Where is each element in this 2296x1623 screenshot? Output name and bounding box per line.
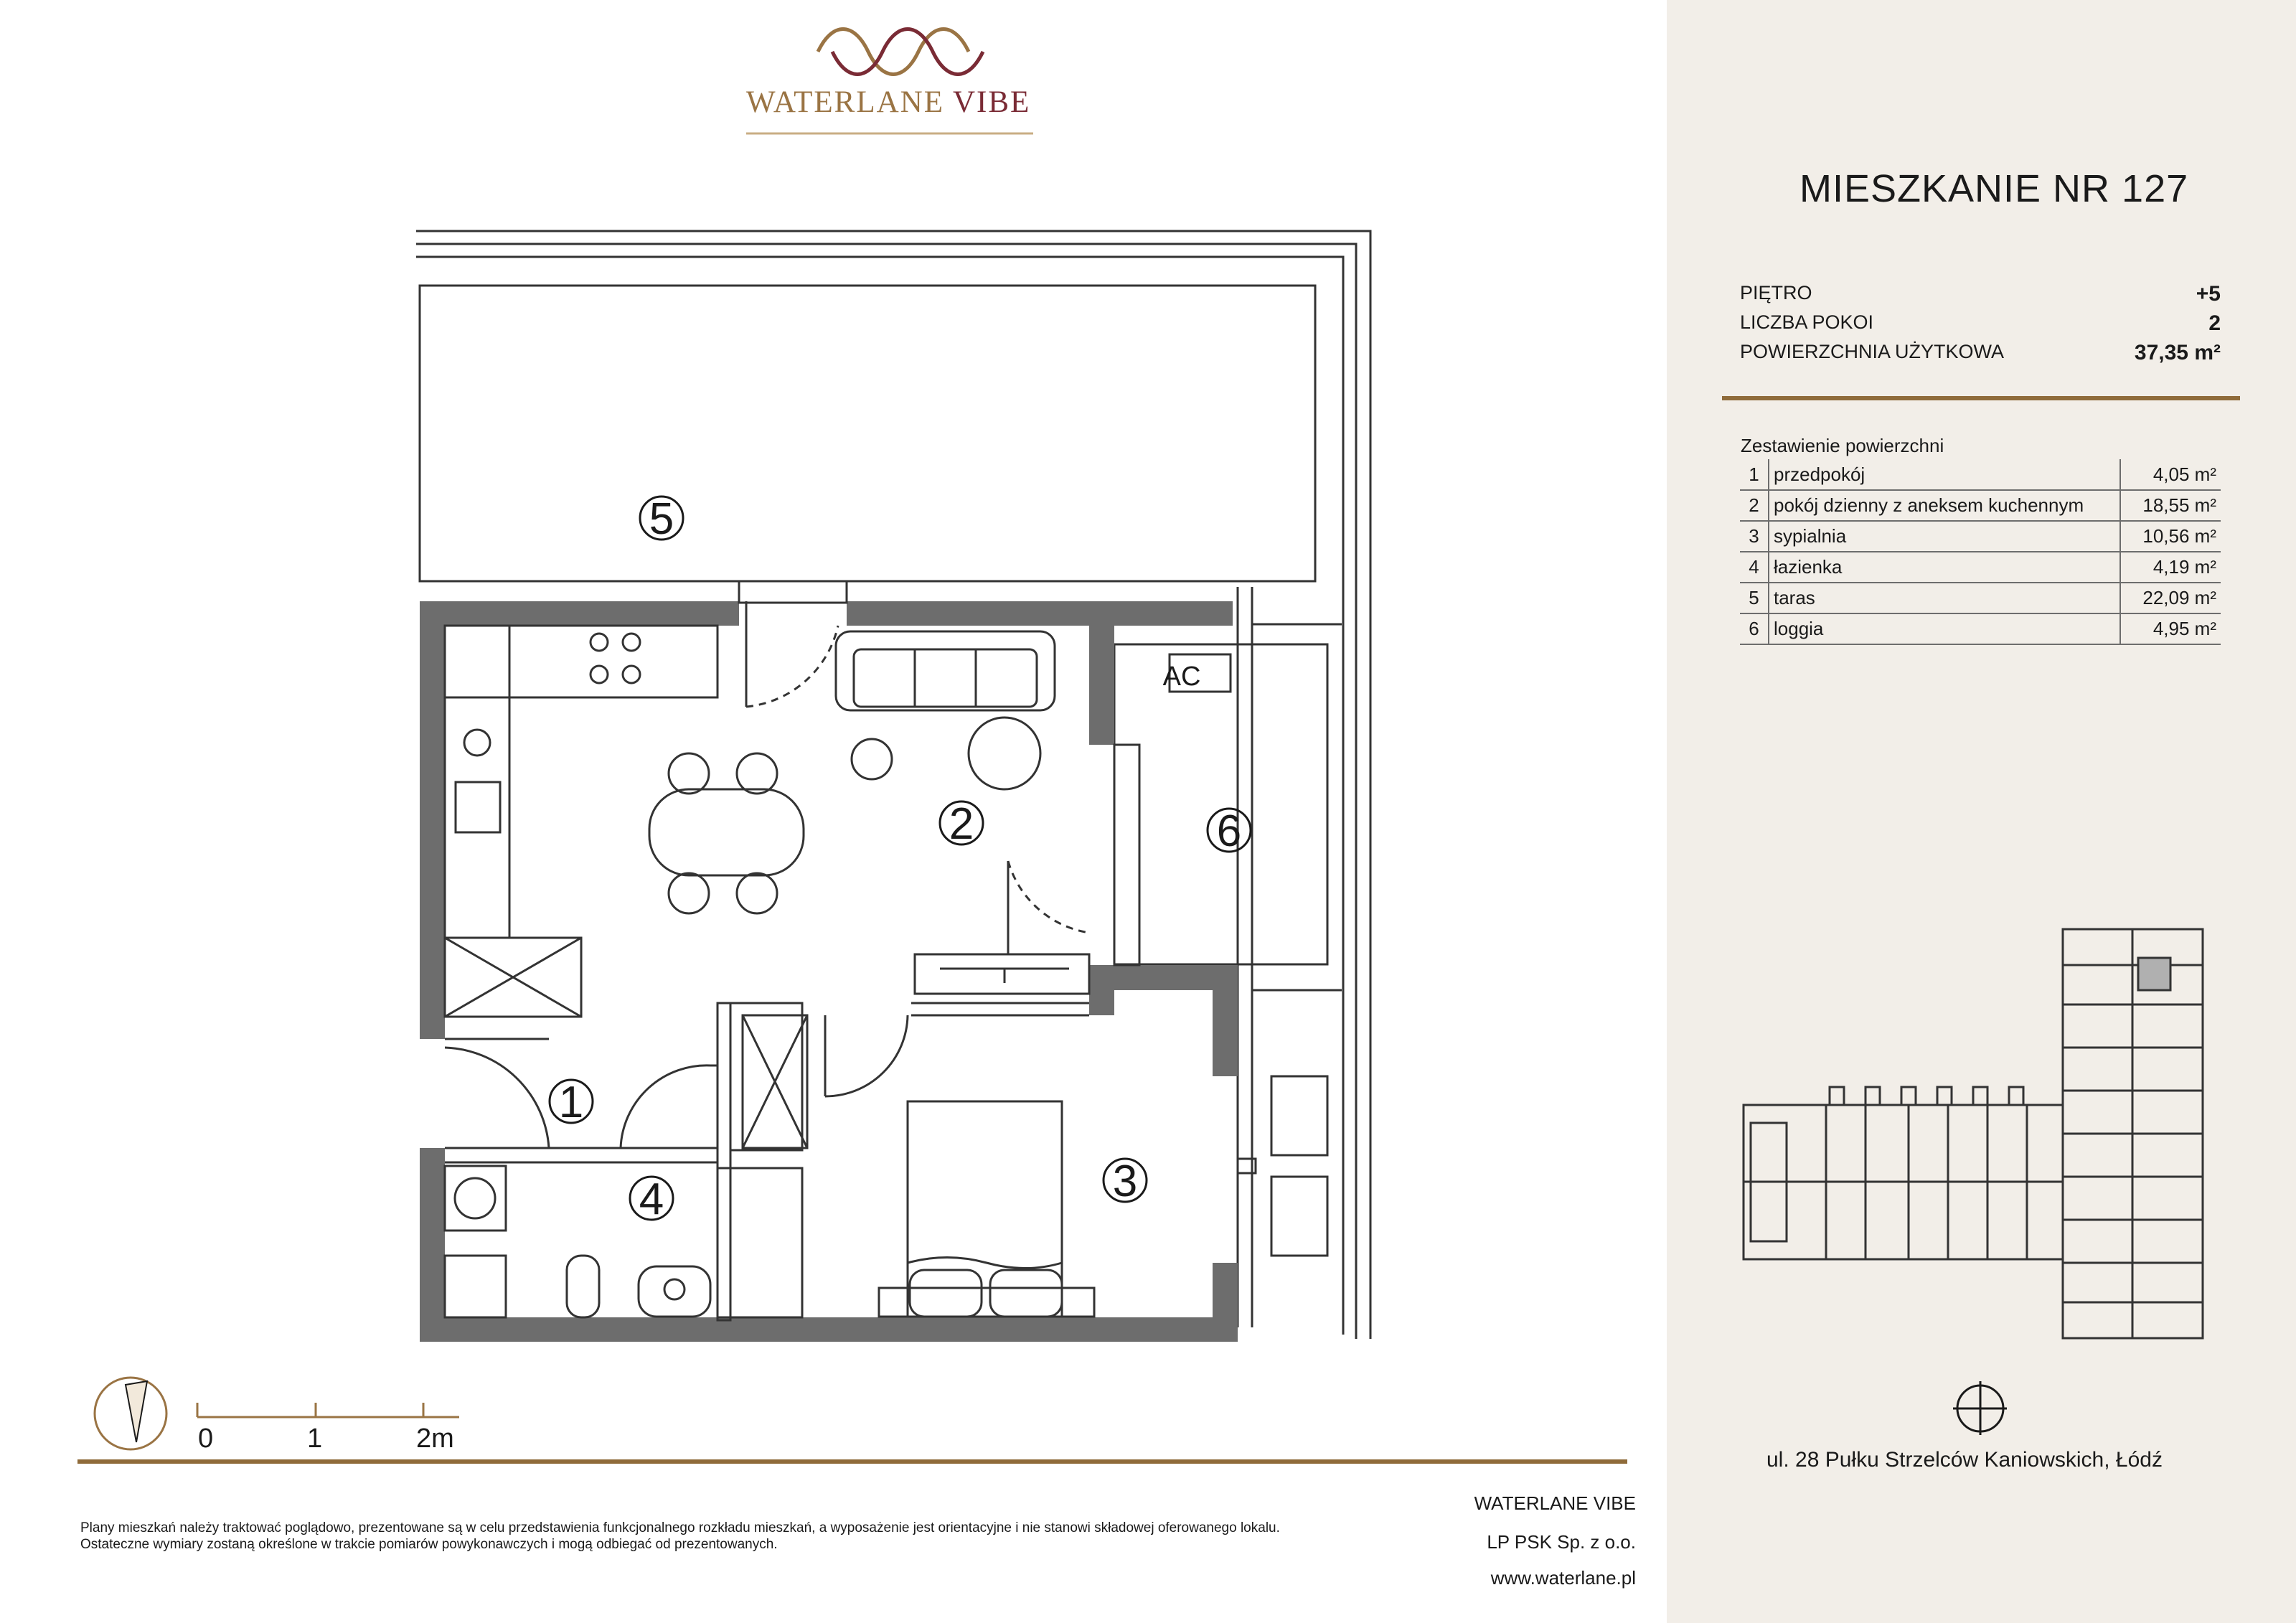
spec-label: POWIERZCHNIA UŻYTKOWA [1740, 341, 2005, 362]
sofa-icon [836, 631, 1055, 789]
scale-label-0: 0 [198, 1424, 214, 1454]
table-row: 6 loggia 4,95 m² [1740, 613, 2221, 644]
terrace-outline [416, 231, 1370, 1339]
spec-value: 37,35 m² [2134, 341, 2221, 364]
footer-divider [77, 1459, 1627, 1464]
room-3-label: 3 [1112, 1157, 1138, 1206]
ac-label: AC [1162, 662, 1201, 692]
room-1-label: 1 [558, 1078, 584, 1127]
brand-name-part1: WATERLANE [746, 85, 944, 119]
loggia [1114, 587, 1342, 1327]
highlighted-apartment [2138, 958, 2170, 990]
balcony-door [739, 581, 847, 707]
compass-icon [1953, 1381, 2007, 1435]
spec-label: LICZBA POKOI [1740, 311, 1874, 333]
entry-door [445, 1039, 549, 1148]
scale-label-1: 1 [307, 1424, 323, 1454]
disclaimer-line: Plany mieszkań należy traktować poglądowo, prezentowane są w celu przedstawienia funkcjonalnego rozkładu mieszkań, a wyposażenie jest orientacyjne i nie stanowi składowej oferowanego lokalu. [80, 1520, 1280, 1535]
table-row: 4 łazienka 4,19 m² [1740, 552, 2221, 583]
table-row: 3 sypialnia 10,56 m² [1740, 521, 2221, 552]
north-arrow-icon [95, 1378, 166, 1449]
brand-name-part2: VIBE [952, 85, 1031, 119]
shower-icon [743, 1015, 807, 1148]
interior-walls [445, 745, 1139, 1320]
cooktop-icon [591, 634, 640, 683]
scale-label-2m: 2m [416, 1424, 454, 1454]
bathroom [445, 1065, 802, 1317]
table-row: 5 taras 22,09 m² [1740, 583, 2221, 613]
spec-value: 2 [2208, 311, 2221, 335]
room-5-label: 5 [649, 494, 674, 544]
spec-label: PIĘTRO [1740, 282, 1812, 304]
kitchen [445, 626, 718, 1017]
dining-table-icon [649, 753, 804, 913]
room-6-label: 6 [1216, 806, 1242, 856]
logo-wave-icon [818, 29, 983, 75]
disclaimer-line: Ostateczne wymiary zostaną określone w trakcie pomiarów powykonawczych i mogą odbiegać od prezentowanych. [80, 1537, 778, 1552]
areas-caption: Zestawienie powierzchni [1741, 435, 1944, 456]
scale-bar [197, 1403, 459, 1417]
apartment-title: MIESZKANIE NR 127 [1799, 167, 2189, 210]
table-row: 1 przedpokój 4,05 m² [1740, 459, 2221, 490]
room-2-label: 2 [949, 799, 974, 849]
company-website-link[interactable]: www.waterlane.pl [1490, 1567, 1636, 1589]
company-name: WATERLANE VIBE [1474, 1492, 1636, 1514]
tv-unit [915, 861, 1089, 994]
company-legal: LP PSK Sp. z o.o. [1487, 1531, 1636, 1553]
table-row: 2 pokój dzienny z aneksem kuchennym 18,55 m² [1740, 490, 2221, 521]
disclaimer [80, 1520, 1458, 1553]
building-key-plan [1744, 929, 2203, 1338]
room-4-label: 4 [639, 1175, 664, 1224]
address: ul. 28 Pułku Strzelców Kaniowskich, Łódź [1766, 1448, 2163, 1472]
spec-value: +5 [2196, 282, 2221, 306]
